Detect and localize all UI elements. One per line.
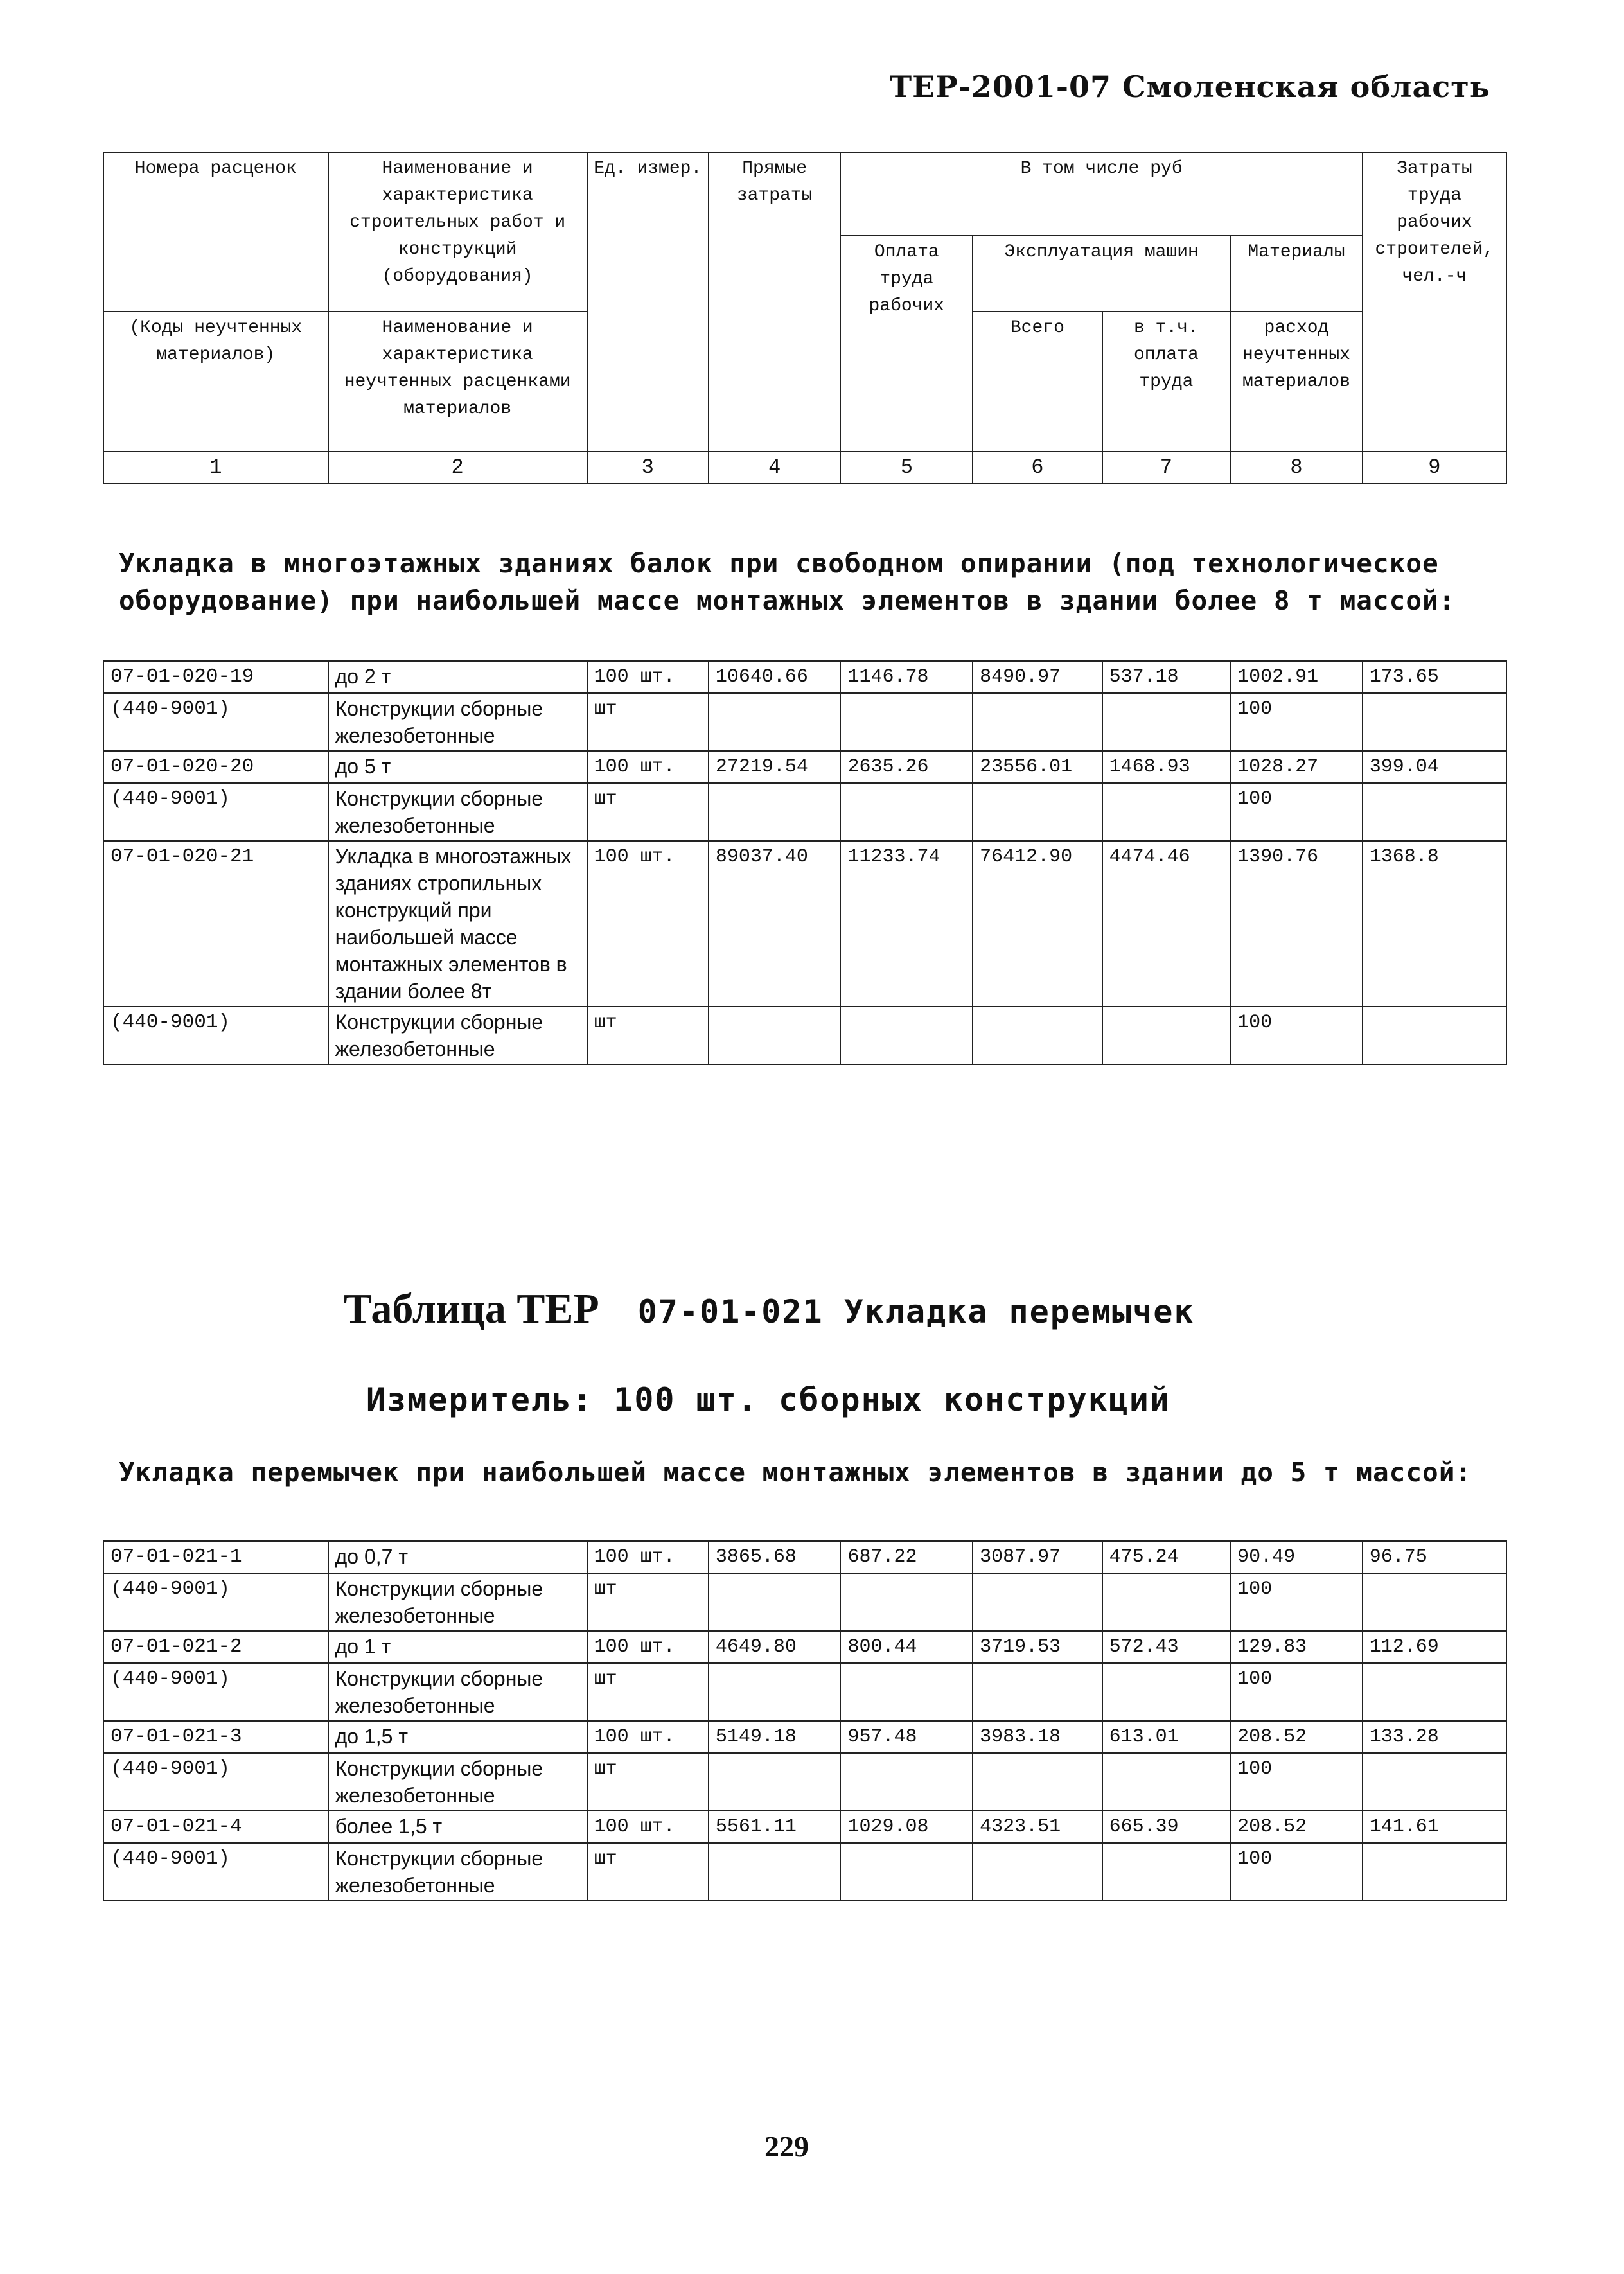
section-heading-lintels: Укладка перемычек при наибольшей массе монтажных элементов в здании до 5 т массой:: [119, 1457, 1472, 1488]
cell-rate-code: (440-9001): [103, 1753, 328, 1811]
table-row: [103, 1663, 1506, 1721]
cell-labor-pay: [840, 1753, 973, 1811]
table-row: [103, 1721, 1506, 1753]
cell-work-name: Конструкции сборные железобетонные: [328, 1663, 587, 1721]
header-worker-pay: Оплата труда рабочих: [840, 236, 973, 452]
column-number: 9: [1363, 452, 1506, 484]
cell-machine-total: [973, 1753, 1102, 1811]
cell-unit-value: 100 шт.: [587, 1721, 709, 1753]
cell-machine-total: [973, 1663, 1102, 1721]
cell-labor-hours: [1363, 783, 1506, 841]
column-number: 3: [587, 452, 709, 484]
cell-labor-hours: [1363, 1843, 1506, 1901]
cell-machine-labor: 665.39: [1102, 1811, 1230, 1843]
cell-machine-total: 8490.97: [973, 661, 1102, 693]
cell-machine-labor: 4474.46: [1102, 841, 1230, 1007]
cell-direct-cost: [709, 1753, 841, 1811]
cell-work-name: до 5 т: [328, 751, 587, 783]
cell-unit-value: шт: [587, 1753, 709, 1811]
cell-rate-code: (440-9001): [103, 1663, 328, 1721]
header-direct-costs: Прямые затраты: [709, 152, 841, 452]
cell-labor-hours: [1363, 1573, 1506, 1631]
table-row: [103, 1007, 1506, 1064]
cell-direct-cost: [709, 1663, 841, 1721]
cell-machine-labor: [1102, 1843, 1230, 1901]
header-unit: Ед. измер.: [587, 152, 709, 452]
cell-labor-hours: [1363, 1007, 1506, 1064]
cell-direct-cost: [709, 1573, 841, 1631]
table-row: [103, 783, 1506, 841]
page-header-title: ТЕР-2001-07 Смоленская область: [889, 69, 1490, 104]
cell-machine-labor: [1102, 1753, 1230, 1811]
cell-labor-hours: [1363, 1753, 1506, 1811]
cell-labor-pay: [840, 693, 973, 751]
cell-unit-value: шт: [587, 1007, 709, 1064]
table-title: [344, 1285, 1194, 1334]
cell-unit-value: 100 шт.: [587, 661, 709, 693]
table-row: [103, 1631, 1506, 1663]
header-work-name: Наименование и характеристика строительных работ и конструкций (оборудования): [328, 152, 587, 312]
cell-work-name: Конструкции сборные железобетонные: [328, 1007, 587, 1064]
cell-materials: 100: [1230, 783, 1363, 841]
cell-work-name: более 1,5 т: [328, 1811, 587, 1843]
cell-machine-total: 3719.53: [973, 1631, 1102, 1663]
table-title-prefix: Таблица ТЕР: [344, 1285, 599, 1332]
table-title-rest: 07-01-021 Укладка перемычек: [637, 1293, 1195, 1330]
cell-labor-hours: 141.61: [1363, 1811, 1506, 1843]
table-row: [103, 661, 1506, 693]
cell-labor-pay: 800.44: [840, 1631, 973, 1663]
cell-materials: 1028.27: [1230, 751, 1363, 783]
cell-direct-cost: 5149.18: [709, 1721, 841, 1753]
cell-labor-pay: 1146.78: [840, 661, 973, 693]
table-row: [103, 1573, 1506, 1631]
cell-rate-code: 07-01-021-4: [103, 1811, 328, 1843]
header-unaccounted-consumption: расход неучтенных материалов: [1230, 312, 1363, 452]
cell-materials: 208.52: [1230, 1721, 1363, 1753]
cell-machine-total: [973, 783, 1102, 841]
cell-labor-hours: 133.28: [1363, 1721, 1506, 1753]
cell-machine-labor: [1102, 693, 1230, 751]
cell-labor-pay: [840, 1663, 973, 1721]
cell-rate-code: (440-9001): [103, 1843, 328, 1901]
cell-labor-pay: [840, 1843, 973, 1901]
cell-rate-code: 07-01-021-3: [103, 1721, 328, 1753]
cell-rate-code: 07-01-020-21: [103, 841, 328, 1007]
cell-materials: 1002.91: [1230, 661, 1363, 693]
table-row: [103, 841, 1506, 1007]
cell-unit-value: шт: [587, 1573, 709, 1631]
cell-labor-hours: 1368.8: [1363, 841, 1506, 1007]
cell-labor-pay: 1029.08: [840, 1811, 973, 1843]
cell-materials: 100: [1230, 693, 1363, 751]
cell-direct-cost: [709, 1007, 841, 1064]
cell-work-name: Укладка в многоэтажных зданиях стропильных конструкций при наибольшей массе монтажных элементов в здании более 8т: [328, 841, 587, 1007]
section-heading-beams: Укладка в многоэтажных зданиях балок при свободном опирании (под технологическое оборудование) при наибольшей массе монтажных элементов в здании более 8 т массой:: [119, 548, 1456, 616]
cell-machine-labor: 475.24: [1102, 1541, 1230, 1573]
cell-machine-total: 3087.97: [973, 1541, 1102, 1573]
cell-machine-total: 4323.51: [973, 1811, 1102, 1843]
cell-work-name: Конструкции сборные железобетонные: [328, 693, 587, 751]
cell-labor-hours: 112.69: [1363, 1631, 1506, 1663]
cell-direct-cost: 27219.54: [709, 751, 841, 783]
column-number-row: [103, 452, 1506, 484]
cell-rate-code: (440-9001): [103, 783, 328, 841]
cell-work-name: Конструкции сборные железобетонные: [328, 1843, 587, 1901]
cell-direct-cost: 89037.40: [709, 841, 841, 1007]
measurement-unit: Измеритель: 100 шт. сборных конструкций: [366, 1381, 1170, 1418]
cell-labor-pay: 687.22: [840, 1541, 973, 1573]
cell-materials: 90.49: [1230, 1541, 1363, 1573]
column-number: 7: [1102, 452, 1230, 484]
page-number: 229: [764, 2130, 809, 2163]
cell-direct-cost: 10640.66: [709, 661, 841, 693]
cell-materials: 100: [1230, 1663, 1363, 1721]
cell-machine-total: [973, 1573, 1102, 1631]
table-row: [103, 1753, 1506, 1811]
column-number: 2: [328, 452, 587, 484]
cell-rate-code: 07-01-021-1: [103, 1541, 328, 1573]
cell-rate-code: 07-01-021-2: [103, 1631, 328, 1663]
cell-materials: 1390.76: [1230, 841, 1363, 1007]
column-number: 4: [709, 452, 841, 484]
rates-table-020: [103, 660, 1507, 1065]
cell-work-name: Конструкции сборные железобетонные: [328, 1753, 587, 1811]
cell-work-name: до 1,5 т: [328, 1721, 587, 1753]
column-number: 8: [1230, 452, 1363, 484]
cell-machine-labor: [1102, 783, 1230, 841]
cell-labor-hours: 96.75: [1363, 1541, 1506, 1573]
cell-labor-hours: [1363, 1663, 1506, 1721]
cell-unit-value: шт: [587, 783, 709, 841]
cell-labor-pay: 2635.26: [840, 751, 973, 783]
cell-unit-value: шт: [587, 1843, 709, 1901]
cell-work-name: до 0,7 т: [328, 1541, 587, 1573]
cell-machine-labor: 572.43: [1102, 1631, 1230, 1663]
header-machine-total: Всего: [973, 312, 1102, 452]
rates-table-021: [103, 1540, 1507, 1901]
table-row: [103, 751, 1506, 783]
header-machine-labor: в т.ч. оплата труда: [1102, 312, 1230, 452]
cell-direct-cost: [709, 1843, 841, 1901]
cell-labor-pay: 957.48: [840, 1721, 973, 1753]
cell-unit-value: 100 шт.: [587, 1631, 709, 1663]
cell-materials: 100: [1230, 1753, 1363, 1811]
cell-direct-cost: 5561.11: [709, 1811, 841, 1843]
cell-machine-labor: [1102, 1663, 1230, 1721]
cell-work-name: Конструкции сборные железобетонные: [328, 783, 587, 841]
table-row: [103, 1541, 1506, 1573]
cell-rate-code: (440-9001): [103, 1007, 328, 1064]
cell-work-name: до 2 т: [328, 661, 587, 693]
cell-machine-total: 23556.01: [973, 751, 1102, 783]
cell-materials: 100: [1230, 1007, 1363, 1064]
cell-unit-value: шт: [587, 693, 709, 751]
cell-rate-code: 07-01-020-19: [103, 661, 328, 693]
header-codes: (Коды неучтенных материалов): [103, 312, 328, 452]
table-row: [103, 693, 1506, 751]
cell-materials: 208.52: [1230, 1811, 1363, 1843]
cell-direct-cost: [709, 693, 841, 751]
cell-machine-labor: [1102, 1573, 1230, 1631]
header-rate-numbers: Номера расценок: [103, 152, 328, 312]
cell-labor-hours: 173.65: [1363, 661, 1506, 693]
cell-machine-total: [973, 693, 1102, 751]
cell-work-name: до 1 т: [328, 1631, 587, 1663]
cell-labor-pay: [840, 1573, 973, 1631]
cell-machine-labor: 537.18: [1102, 661, 1230, 693]
cell-machine-labor: 613.01: [1102, 1721, 1230, 1753]
header-including-rub: В том числе руб: [840, 152, 1362, 236]
cell-direct-cost: 4649.80: [709, 1631, 841, 1663]
header-machine-operation: Эксплуатация машин: [973, 236, 1230, 312]
header-materials: Материалы: [1230, 236, 1363, 312]
cell-machine-labor: 1468.93: [1102, 751, 1230, 783]
cell-work-name: Конструкции сборные железобетонные: [328, 1573, 587, 1631]
cell-machine-total: [973, 1843, 1102, 1901]
cell-unit-value: 100 шт.: [587, 1541, 709, 1573]
cell-labor-pay: [840, 783, 973, 841]
cell-unit-value: 100 шт.: [587, 751, 709, 783]
cell-machine-labor: [1102, 1007, 1230, 1064]
column-header-table: [103, 152, 1507, 484]
cell-labor-hours: [1363, 693, 1506, 751]
cell-materials: 100: [1230, 1843, 1363, 1901]
table-row: [103, 1811, 1506, 1843]
cell-machine-total: 3983.18: [973, 1721, 1102, 1753]
cell-labor-pay: [840, 1007, 973, 1064]
cell-unit-value: 100 шт.: [587, 1811, 709, 1843]
column-number: 6: [973, 452, 1102, 484]
column-number: 5: [840, 452, 973, 484]
cell-rate-code: 07-01-020-20: [103, 751, 328, 783]
cell-labor-hours: 399.04: [1363, 751, 1506, 783]
header-unaccounted-materials-name: Наименование и характеристика неучтенных расценками материалов: [328, 312, 587, 452]
cell-direct-cost: [709, 783, 841, 841]
cell-labor-pay: 11233.74: [840, 841, 973, 1007]
column-number: 1: [103, 452, 328, 484]
cell-materials: 129.83: [1230, 1631, 1363, 1663]
cell-rate-code: (440-9001): [103, 1573, 328, 1631]
cell-rate-code: (440-9001): [103, 693, 328, 751]
cell-machine-total: 76412.90: [973, 841, 1102, 1007]
table-row: [103, 1843, 1506, 1901]
cell-unit-value: 100 шт.: [587, 841, 709, 1007]
cell-machine-total: [973, 1007, 1102, 1064]
cell-materials: 100: [1230, 1573, 1363, 1631]
cell-direct-cost: 3865.68: [709, 1541, 841, 1573]
cell-unit-value: шт: [587, 1663, 709, 1721]
header-labor-hours: Затраты труда рабочих строителей, чел.-ч: [1363, 152, 1506, 452]
